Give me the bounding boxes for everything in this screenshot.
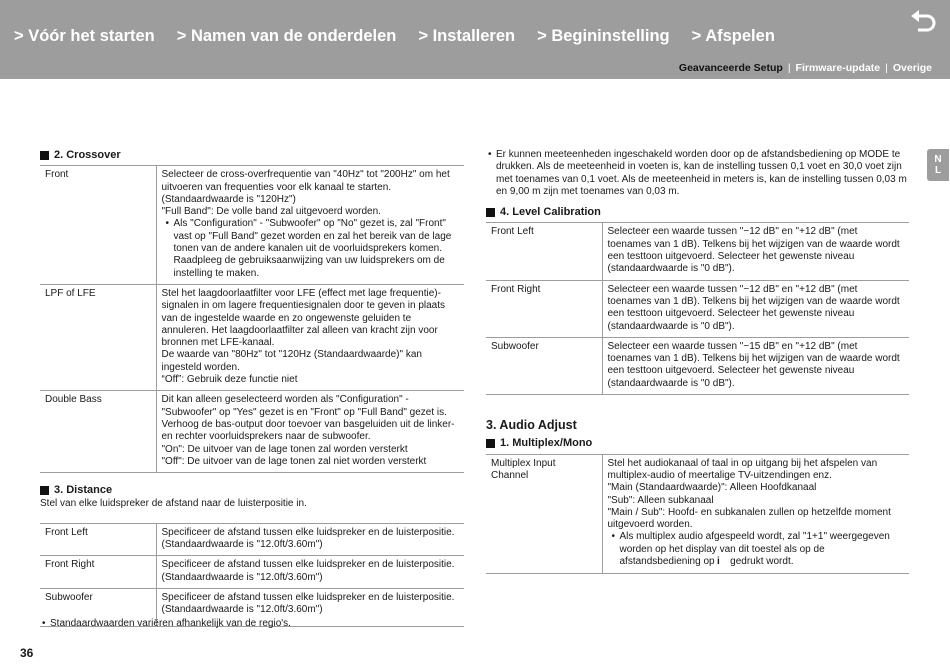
row-key: Multiplex Input Channel bbox=[486, 454, 602, 574]
row-key: Front Left bbox=[486, 223, 602, 280]
lang-letter: L bbox=[934, 165, 942, 176]
table-row bbox=[486, 454, 909, 574]
table-row bbox=[40, 391, 464, 473]
row-key: Front Left bbox=[40, 523, 156, 556]
nav-begininstelling[interactable]: > Begininstelling bbox=[537, 27, 670, 45]
subnav-separator: | bbox=[885, 62, 888, 74]
table-row bbox=[40, 166, 464, 285]
row-value: Specificeer de afstand tussen elke luidspreker en de luisterpositie. (Standaardwaarde is "12.0ft/3.60m") bbox=[156, 523, 464, 556]
row-value: Dit kan alleen geselecteerd worden als "Configuration" - "Subwoofer" op "Yes" gezet is en "Front" op "Full Band" gezet is. Verhoog de bas-output door toevoer van basgeluiden uit de linker- en rechter voorluidsprekers naar de subwoofer. "On": De uitvoer van de lage tonen zal worden versterkt "Off": De uitvoer van de lage tonen zal niet worden versterkt bbox=[156, 391, 464, 473]
row-key: Subwoofer bbox=[486, 337, 602, 394]
square-bullet-icon bbox=[486, 439, 495, 448]
chapter-nav bbox=[14, 27, 797, 46]
row-value: Selecteer een waarde tussen "−15 dB" en "+12 dB" (met toenames van 1 dB). Telkens bij het wijzigen van de waarde wordt een testtoon uitgevoerd. Selecteer het gewenste niveau (standaardwaarde is "0 dB"). bbox=[602, 337, 909, 394]
crossover-heading: 2. Crossover bbox=[40, 149, 464, 161]
level-calibration-heading: 4. Level Calibration bbox=[486, 206, 909, 218]
return-arrow-icon[interactable] bbox=[908, 8, 938, 38]
row-key: LPF of LFE bbox=[40, 284, 156, 390]
distance-heading: 3. Distance bbox=[40, 484, 464, 496]
table-row bbox=[486, 223, 909, 280]
info-button-icon: i bbox=[716, 556, 720, 568]
top-bar bbox=[0, 0, 950, 79]
table-row bbox=[40, 284, 464, 390]
square-bullet-icon bbox=[40, 486, 49, 495]
subnav-separator: | bbox=[787, 62, 791, 74]
row-key: Front bbox=[40, 166, 156, 285]
row-value: Selecteer een waarde tussen "−12 dB" en "+12 dB" (met toenames van 1 dB). Telkens bij het wijzigen van de waarde wordt een testtoon uitgevoerd. Selecteer het gewenste niveau (standaardwaarde is "0 dB"). bbox=[602, 280, 909, 337]
row-key: Front Right bbox=[40, 556, 156, 589]
distance-intro: Stel van elke luidspreker de afstand naar de luisterpositie in. bbox=[40, 498, 307, 510]
subnav-firmware-update[interactable]: Firmware-update bbox=[795, 62, 881, 74]
table-row bbox=[40, 556, 464, 589]
nav-namen-van-de-onderdelen[interactable]: > Namen van de onderdelen bbox=[176, 27, 397, 45]
row-value: Stel het laagdoorlaatfilter voor LFE (effect met lage frequentie)-signalen in om lagere frequentiesignalen door te geven in plaats van de ingestelde waarde en zo ongewenste geluiden te annuleren. Het laagdoorlaatfilter zal alleen van kracht zijn voor bronnen met LFE-kanaal. De waarde van "80Hz" tot "120Hz (Standaardwaarde)" kan ingesteld worden. “Off”: Gebruik deze functie niet bbox=[156, 284, 464, 390]
multiplex-heading: 1. Multiplex/Mono bbox=[486, 437, 909, 449]
unit-note: • Er kunnen meeteenheden ingeschakeld worden door op de afstandsbediening op MODE te drukken. Als de meeteenheid in voeten is, kan de instelling tussen 0,1 voet en 30,0 voet zijn met toenames van 0,1 voet. Als de meeteenheid in meters is, kan de instelling tussen 0,03 m en 9,00 m zijn met toenames van 0,03 m. bbox=[486, 149, 909, 198]
row-value: Selecteer de cross-overfrequentie van "40Hz" tot "200Hz" om het uitvoeren van frequenties voor elk kanaal te starten. (Standaardwaarde is "120Hz") "Full Band": De volle band zal uitgevoerd worden. • Als "Configuration" - "Subwoofer" op "No" gezet is, zal "Front" vast op "Full Band" gezet worden en zal het bereik van de lage tonen van de andere kanalen uit de voorluidsprekers komen. Raadpleeg de gebruiksaanwijzing van uw luidsprekers om de instelling te maken. bbox=[156, 166, 464, 285]
audio-adjust-heading: 3. Audio Adjust bbox=[486, 418, 577, 433]
lang-letter: N bbox=[934, 154, 942, 165]
nav-afspelen[interactable]: > Afspelen bbox=[691, 27, 775, 45]
row-key: Subwoofer bbox=[40, 588, 156, 626]
row-value: Stel het audiokanaal of taal in op uitgang bij het afspelen van multiplex-audio of meertalige TV-uitzendingen enz. "Main (Standaardwaarde)": Alleen Hoofdkanaal "Sub": Alleen subkanaal "Main / Sub": Hoofd- en subkanalen zullen op hetzelfde moment uitgevoerd worden. • Als multiplex audio afgespeeld wordt, zal "1+1" weergegeven worden op het display van dit toestel als op de afstandsbediening op i gedrukt wordt. bbox=[602, 454, 909, 574]
square-bullet-icon bbox=[486, 208, 495, 217]
multiplex-bullet: • Als multiplex audio afgespeeld wordt, zal "1+1" weergegeven worden op het display van dit toestel als op de afstandsbediening op i gedrukt wordt. bbox=[608, 531, 905, 568]
row-key: Front Right bbox=[486, 280, 602, 337]
nav-installeren[interactable]: > Installeren bbox=[418, 27, 516, 45]
table-row bbox=[40, 523, 464, 556]
table-row bbox=[486, 280, 909, 337]
left-column bbox=[40, 149, 464, 627]
row-value: Specificeer de afstand tussen elke luidspreker en de luisterpositie. (Standaardwaarde is "12.0ft/3.60m") bbox=[156, 556, 464, 589]
footnote: • Standaardwaarden variëren afhankelijk van de regio's. bbox=[40, 618, 291, 629]
right-column bbox=[486, 149, 909, 574]
nav-voor-het-starten[interactable]: > Vóór het starten bbox=[14, 27, 155, 45]
subnav-overige[interactable]: Overige bbox=[892, 62, 932, 74]
sub-nav bbox=[679, 62, 932, 74]
level-calibration-table bbox=[486, 222, 909, 395]
page-number: 36 bbox=[20, 646, 34, 660]
row-value: Specificeer de afstand tussen elke luidspreker en de luisterpositie. (Standaardwaarde is "12.0ft/3.60m") bbox=[156, 588, 464, 626]
row-value: Selecteer een waarde tussen "−12 dB" en "+12 dB" (met toenames van 1 dB). Telkens bij het wijzigen van de waarde wordt een testtoon uitgevoerd. Selecteer het gewenste niveau (standaardwaarde is "0 dB"). bbox=[602, 223, 909, 280]
square-bullet-icon bbox=[40, 151, 49, 160]
language-tab bbox=[927, 149, 949, 181]
row-key: Double Bass bbox=[40, 391, 156, 473]
subnav-geavanceerde-setup[interactable]: Geavanceerde Setup bbox=[678, 62, 783, 74]
crossover-table bbox=[40, 165, 464, 473]
table-row bbox=[486, 337, 909, 394]
audio-adjust-table bbox=[486, 454, 909, 575]
distance-table bbox=[40, 523, 464, 627]
